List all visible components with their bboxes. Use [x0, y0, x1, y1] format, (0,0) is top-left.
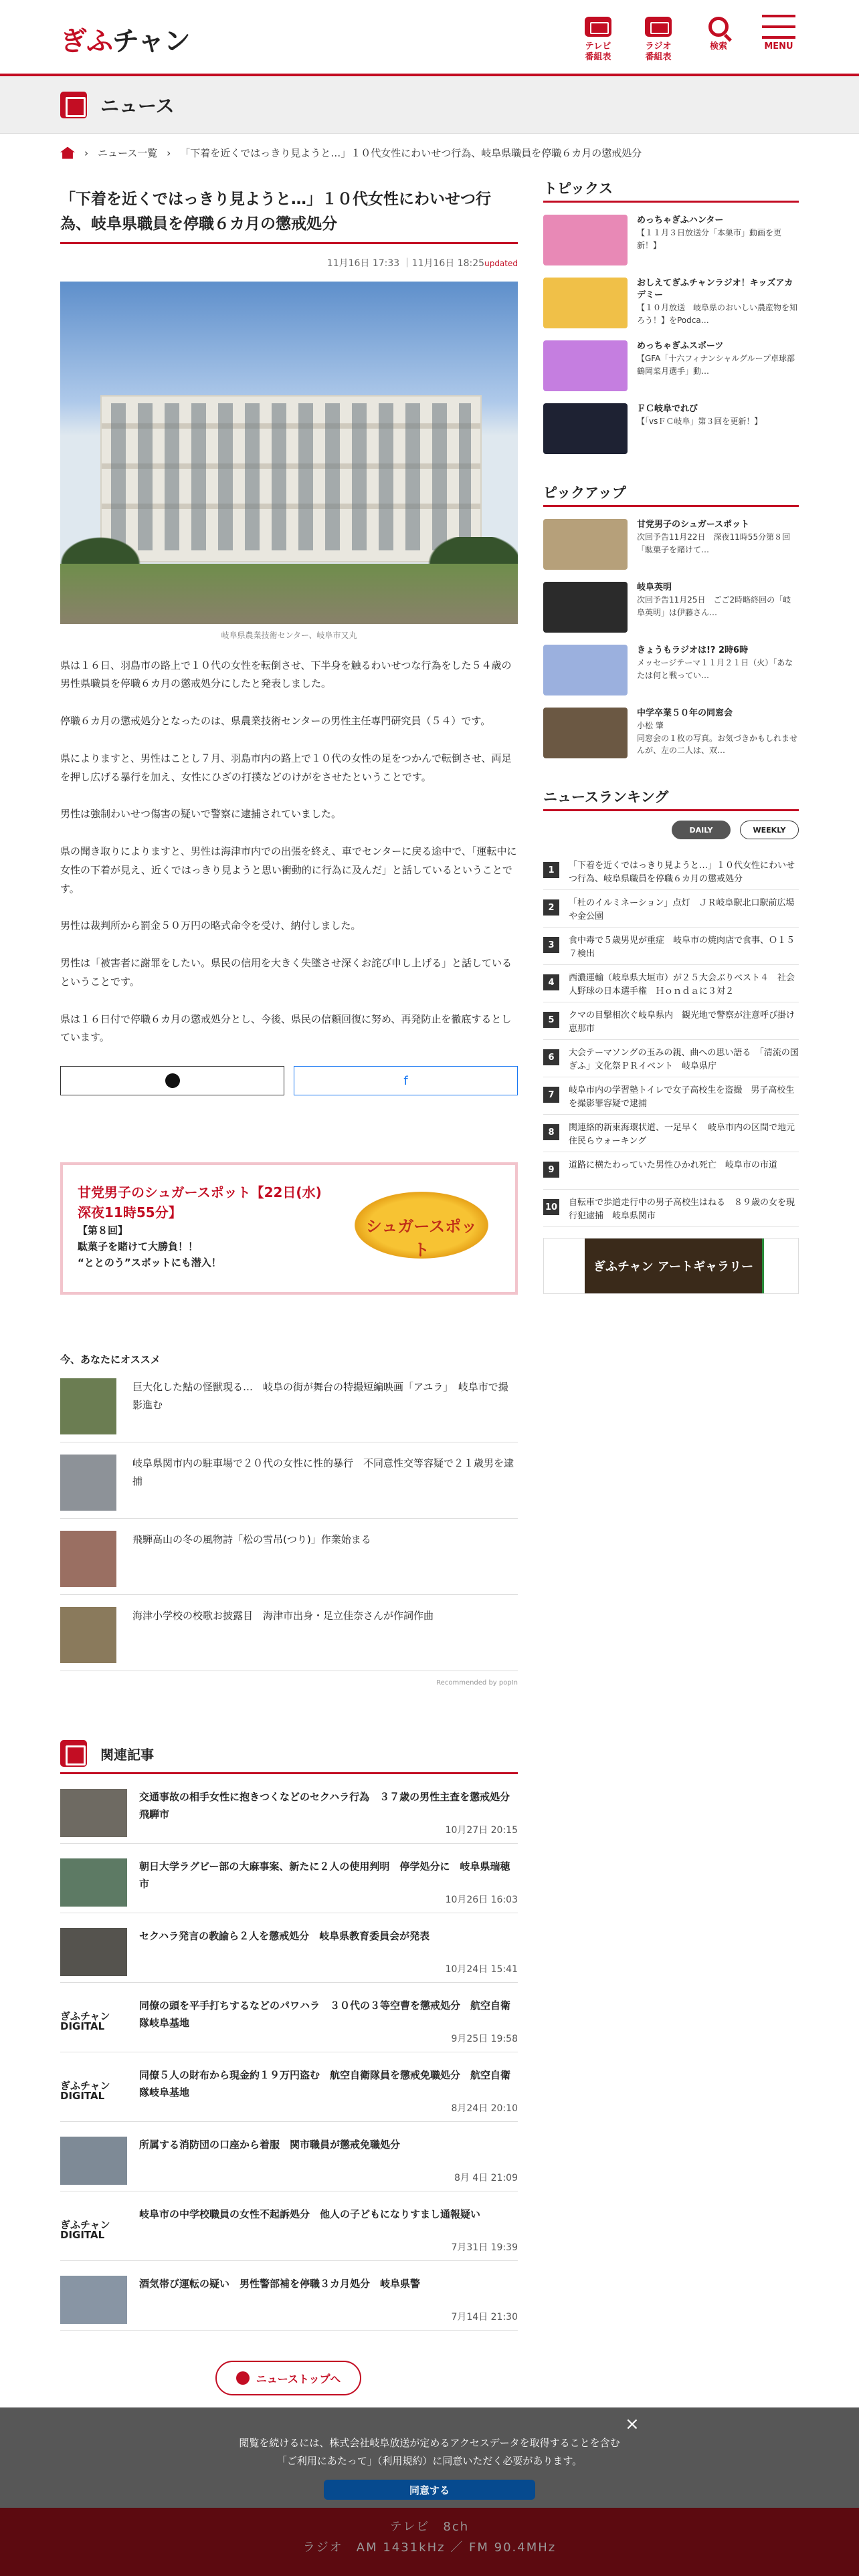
article-paragraph: 県によりますと、男性はことし７月、羽島市内の路上で１０代の女性の足をつかんで転倒させ、両足を押し広げる暴行を加え、女性にひざの打撲などのけがをさせたということです。: [60, 752, 512, 783]
site-header: [0, 0, 859, 76]
recommend-thumb: [60, 1378, 116, 1434]
ranking-heading: ニュースランキング: [543, 786, 799, 811]
sugar-spot-logo: シュガースポット: [355, 1192, 488, 1259]
ranking-item[interactable]: 4 西濃運輸（岐阜県大垣市）が２５大会ぶりベスト４ 社会人野球の日本選手権 Ｈｏｎｄａに３対２: [543, 965, 799, 1002]
share-x-button[interactable]: [60, 1066, 284, 1095]
article-photo: [60, 282, 518, 624]
menu-button[interactable]: MENU: [757, 12, 800, 64]
related-item[interactable]: 朝日大学ラグビー部の大麻事案、新たに２人の使用判明 停学処分に 岐阜県瑞穂市 10月26日 16:03: [60, 1844, 518, 1913]
search-link[interactable]: 検索: [697, 12, 740, 64]
related-item[interactable]: 酒気帯び運転の疑い 男性警部補を停職３カ月処分 岐阜県警 7月14日 21:30: [60, 2261, 518, 2331]
breadcrumb-news-list[interactable]: ニュース一覧: [98, 147, 158, 159]
close-icon[interactable]: ×: [625, 2414, 640, 2434]
article-paragraph: 停職６カ月の懲戒処分となったのは、県農業技術センターの男性主任専門研究員（５４）です。: [60, 715, 491, 728]
pickup-heading: ピックアップ: [543, 482, 799, 507]
facebook-icon: f: [403, 1073, 408, 1088]
related-item[interactable]: 交通事故の相手女性に抱きつくなどのセクハラ行為 ３７歳の男性主査を懲戒処分 飛騨市 10月27日 20:15: [60, 1774, 518, 1844]
recommend-item[interactable]: 海津小学校の校歌お披露目 海津市出身・足立佳奈さんが作詞作曲: [60, 1607, 518, 1671]
pickup-item[interactable]: 中学卒業５０年の同窓会 小松 肇 同窓会の１枚の写真。お気づきかもしれませんが、左の二人は、双…: [543, 708, 799, 760]
share-facebook-button[interactable]: [294, 1066, 518, 1095]
site-logo[interactable]: ぎふチャン: [60, 26, 190, 57]
ranking-tabs: [543, 821, 799, 839]
cookie-consent: × 閲覧を続けるには、株式会社岐阜放送が定めるアクセスデータを取得することを含む 「ご利用にあたって」（利用規約）に同意いただく必要があります。 同意する: [0, 2407, 859, 2508]
recommend-thumb: [60, 1455, 116, 1511]
related-item[interactable]: セクハラ発言の教諭ら２人を懲戒処分 岐阜県教育委員会が発表 10月24日 15:41: [60, 1913, 518, 1983]
related-icon: [60, 1740, 87, 1767]
ranking-item[interactable]: 3 食中毒で５歳男児が重症 岐阜市の焼肉店で食事、Ｏ１５７検出: [543, 928, 799, 965]
tv-schedule-link[interactable]: テレビ 番組表: [577, 12, 619, 64]
popin-credit[interactable]: Recommended by popIn: [436, 1679, 518, 1687]
article-main: [60, 187, 518, 2331]
article-paragraph: 県の聞き取りによりますと、男性は海津市内での出張を終え、車でセンターに戻る途中で、「運転中に女性の下着が見え、近くではっきり見ようと思い衝動的に行為に及んだ」と話しているということです。: [60, 845, 517, 895]
digital-logo: ぎふチャン DIGITAL: [60, 2067, 127, 2115]
ranking-item[interactable]: 8 関連絡的新東海環状道、一足早く 岐阜市内の区間で地元住民らウォーキング: [543, 1115, 799, 1152]
ranking-item[interactable]: 10 自転車で歩道走行中の男子高校生はねる ８９歳の女を現行犯逮捕 岐阜県関市: [543, 1190, 799, 1227]
ranking-item[interactable]: 6 大会テーマソングの玉みの親、曲への思い語る 「清流の国ぎふ」文化祭ＰＲイベント 岐阜県庁: [543, 1040, 799, 1077]
topic-item[interactable]: めっちゃぎふスポーツ 【GFA「十六フィナンシャルグループ卓球部 鶴岡菜月選手」動…: [543, 340, 799, 393]
topics-heading: トピックス: [543, 178, 799, 203]
section-title: ニュース: [100, 94, 175, 117]
news-icon: [60, 92, 87, 118]
topic-item[interactable]: めっちゃぎふハンター 【１１月３日放送分「本巣市」動画を更新！】: [543, 215, 799, 267]
promo-banner[interactable]: 甘党男子のシュガースポット【22日(水) 深夜11時55分】 【第８回】 駄菓子を賭けて大勝負！！ “ととのう”スポットにも潜入！ シュガースポット: [60, 1162, 518, 1295]
related-item[interactable]: ぎふチャン DIGITAL 同僚５人の財布から現金約１９万円盗む 航空自衛隊員を懲戒免職処分 航空自衛隊岐阜基地 8月24日 20:10: [60, 2052, 518, 2122]
radio-icon: [645, 17, 672, 37]
recommend-heading: 今、あなたにオススメ: [60, 1354, 161, 1366]
search-icon: [708, 17, 729, 37]
breadcrumb-sep: ›: [84, 146, 88, 159]
topic-item[interactable]: ＦＣ岐阜でれび 【「vsＦＣ岐阜」第３回を更新！】: [543, 403, 799, 455]
art-gallery-banner[interactable]: ぎふチャン アートギャラリー: [543, 1238, 799, 1294]
related-section: [60, 1740, 518, 2331]
recommend-thumb: [60, 1607, 116, 1663]
related-heading: 関連記事: [100, 1746, 154, 1763]
breadcrumb: [60, 146, 642, 160]
article-paragraph: 男性は「被害者に謝罪をしたい。県民の信用を大きく失墜させ深くお詫び申し上げる」と話しているということです。: [60, 957, 512, 988]
radio-schedule-link[interactable]: ラジオ 番組表: [637, 12, 680, 64]
recommend-section: [60, 1352, 518, 1687]
article-title: 「下着を近くではっきり見ようと…」１０代女性にわいせつ行為、岐阜県職員を停職６カ月の懲戒処分: [60, 187, 518, 244]
pickup-item[interactable]: 岐阜英明 次回予告11月25日 ごご2時略終回の「岐阜英明」は伊藤さん…: [543, 582, 799, 634]
topic-item[interactable]: おしえてぎふチャンラジオ！キッズアカデミー 【１０月放送 岐阜県のおいしい農産物を知ろう！】をPodca…: [543, 278, 799, 330]
recommend-item[interactable]: 飛騨高山の冬の風物詩「松の雪吊(つり)」作業始まる: [60, 1531, 518, 1595]
arrow-circle-icon: [236, 2371, 250, 2385]
recommend-item[interactable]: 岐阜県関市内の駐車場で２０代の女性に性的暴行 不同意性交等容疑で２１歳男を逮捕: [60, 1455, 518, 1519]
site-footer: テレビ 8ch ラジオ AM 1431kHz ／ FM 90.4MHz: [0, 2508, 859, 2576]
photo-caption: 岐阜県農業技術センター、岐阜市又丸: [221, 630, 357, 640]
ranking-item[interactable]: 9 道路に横たわっていた男性ひかれ死亡 岐阜市の市道: [543, 1152, 799, 1190]
article-body: [60, 657, 518, 1048]
article-date: 11月16日 17:33 ｜11月16日 18:25updated: [326, 257, 518, 269]
ranking-item[interactable]: 2 「杜のイルミネーション」点灯 ＪＲ岐阜駅北口駅前広場や金公園: [543, 890, 799, 928]
ranking-item[interactable]: 7 岐阜市内の学習塾トイレで女子高校生を盗撮 男子高校生を撮影罪容疑で逮捕: [543, 1077, 799, 1115]
tv-icon: [585, 17, 611, 37]
article-paragraph: 県は１６日、羽島市の路上で１０代の女性を転倒させ、下半身を触るわいせつな行為をした５４歳の男性県職員を停職６カ月の懲戒処分にしたと発表しました。: [60, 659, 512, 690]
tab-daily[interactable]: DAILY: [672, 821, 731, 839]
pickup-item[interactable]: 甘党男子のシュガースポット 次回予告11月22日 深夜11時55分第８回「駄菓子を賭けて…: [543, 519, 799, 571]
related-item[interactable]: ぎふチャン DIGITAL 岐阜市の中学校職員の女性不起訴処分 他人の子どもになりすまし通報疑い 7月31日 19:39: [60, 2191, 518, 2261]
tab-weekly[interactable]: WEEKLY: [740, 821, 799, 839]
home-icon[interactable]: [60, 147, 75, 159]
recommend-thumb: [60, 1531, 116, 1587]
ranking-item[interactable]: 1 「下着を近くではっきり見ようと…」１０代女性にわいせつ行為、岐阜県職員を停職６カ月の懲戒処分: [543, 853, 799, 890]
share-buttons: [60, 1066, 518, 1095]
related-item[interactable]: 所属する消防団の口座から着服 関市職員が懲戒免職処分 8月 4日 21:09: [60, 2122, 518, 2191]
related-item[interactable]: ぎふチャン DIGITAL 同僚の頭を平手打ちするなどのパワハラ ３０代の３等空曹を懲戒処分 航空自衛隊岐阜基地 9月25日 19:58: [60, 1983, 518, 2052]
breadcrumb-sep: ›: [167, 146, 171, 159]
breadcrumb-current: 「下着を近くではっきり見ようと…」１０代女性にわいせつ行為、岐阜県職員を停職６カ月の懲戒処分: [180, 147, 642, 159]
sidebar: [543, 178, 804, 1294]
header-nav: [577, 12, 800, 64]
accept-button[interactable]: 同意する: [324, 2480, 535, 2500]
section-bar: [0, 76, 859, 134]
hamburger-icon: [762, 15, 795, 39]
article-paragraph: 男性は裁判所から罰金５０万円の略式命令を受け、納付しました。: [60, 920, 361, 932]
x-icon: [165, 1073, 180, 1088]
article-paragraph: 男性は強制わいせつ傷害の疑いで警察に逮捕されていました。: [60, 808, 342, 821]
news-top-button[interactable]: ニューストップへ: [215, 2361, 361, 2395]
ranking-item[interactable]: 5 クマの目撃相次ぐ岐阜県内 観光地で警察が注意呼び掛け 恵那市: [543, 1002, 799, 1040]
article-paragraph: 県は１６日付で停職６カ月の懲戒処分とし、今後、県民の信頼回復に努め、再発防止を徹底するとしています。: [60, 1012, 512, 1044]
digital-logo: ぎふチャン DIGITAL: [60, 2206, 127, 2254]
digital-logo: ぎふチャン DIGITAL: [60, 1998, 127, 2046]
recommend-item[interactable]: 巨大化した鮎の怪獣現る… 岐阜の街が舞台の特撮短編映画「アユラ」 岐阜市で撮影進む: [60, 1378, 518, 1442]
pickup-item[interactable]: きょうもラジオは!? 2時6時 メッセージテーマ１１月２１日（火）「あなたは何と戦ってい…: [543, 645, 799, 697]
